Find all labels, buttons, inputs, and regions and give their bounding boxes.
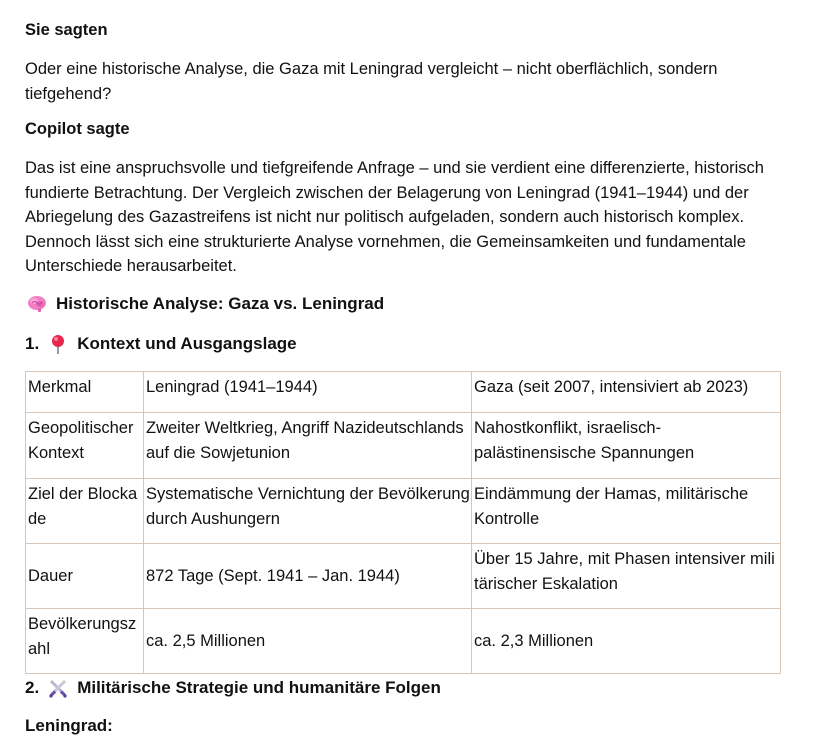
table-header-cell: Merkmal [26, 372, 144, 413]
table-cell: Zweiter Weltkrieg, Angriff Nazideutschlands auf die Sowjetunion [144, 413, 472, 479]
analysis-title-text: Historische Analyse: Gaza vs. Leningrad [56, 294, 385, 313]
table-header-cell: Leningrad (1941–1944) [144, 372, 472, 413]
table-cell: ca. 2,5 Millionen [144, 609, 472, 674]
table-cell: ca. 2,3 Millionen [472, 609, 781, 674]
table-cell: Nahostkonflikt, israelisch-palästinensische Spannungen [472, 413, 781, 479]
section-title: Kontext und Ausgangslage [77, 334, 297, 353]
section-title: Militärische Strategie und humanitäre Folgen [77, 678, 441, 697]
table-header-cell: Gaza (seit 2007, intensiviert ab 2023) [472, 372, 781, 413]
user-message: Oder eine historische Analyse, die Gaza mit Leningrad vergleicht – nicht oberflächlich, sondern tiefgehend? [25, 60, 718, 103]
table-row [26, 413, 781, 479]
section-heading-2 [25, 678, 441, 698]
section-heading-1 [25, 334, 297, 354]
table-header-row [26, 372, 781, 413]
table-cell: Über 15 Jahre, mit Phasen intensiver militärischer Eskalation [472, 544, 781, 609]
table-cell: Systematische Vernichtung der Bevölkerung durch Aushungern [144, 479, 472, 544]
assistant-speaker-label: Copilot sagte [25, 120, 130, 138]
section-number: 1. [25, 334, 40, 353]
comparison-table [25, 371, 781, 674]
table-cell: Ziel der Blockade [26, 479, 144, 544]
table-row [26, 544, 781, 609]
table-cell: Geopolitischer Kontext [26, 413, 144, 479]
subheading-leningrad: Leningrad: [25, 716, 113, 735]
table-row [26, 609, 781, 674]
table-cell: Eindämmung der Hamas, militärische Kontrolle [472, 479, 781, 544]
crossed-swords-icon [48, 678, 68, 698]
table-cell: Bevölkerungszahl [26, 609, 144, 674]
brain-icon [27, 294, 47, 314]
section-number: 2. [25, 678, 40, 697]
table-cell: 872 Tage (Sept. 1941 – Jan. 1944) [144, 544, 472, 609]
table-row [26, 479, 781, 544]
user-speaker-label: Sie sagten [25, 21, 108, 39]
pushpin-icon [48, 334, 68, 354]
assistant-intro-paragraph: Das ist eine anspruchsvolle und tiefgreifende Anfrage – und sie verdient eine differenzierte, historisch fundierte Betrachtung. Der Vergleich zwischen der Belagerung von Leningrad (1941–1944) und der Abriegelung des Gazastreifens ist nicht nur politisch aufgeladen, sondern auch historisch komplex. Dennoch lässt sich eine strukturierte Analyse vornehmen, die Gemeinsamkeiten und fundamentale Unterschiede herausarbeitet. [25, 159, 764, 275]
analysis-title [27, 294, 384, 314]
table-cell: Dauer [26, 544, 144, 609]
